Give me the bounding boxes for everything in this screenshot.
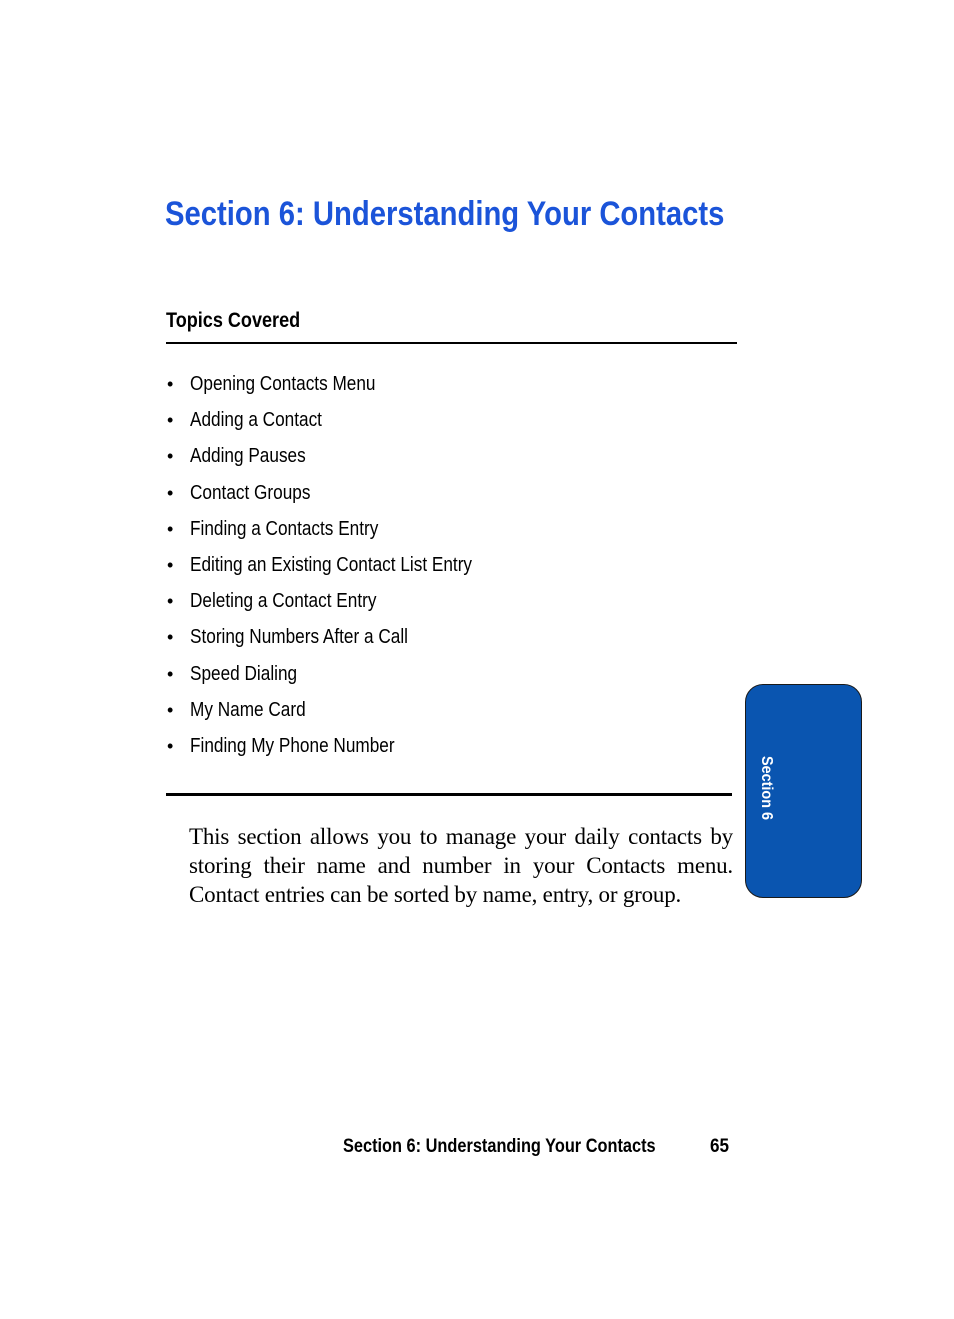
topic-item	[166, 619, 518, 655]
bullet-icon: •	[167, 591, 174, 612]
topic-label: Adding a Contact	[190, 409, 322, 432]
bullet-icon: •	[167, 518, 174, 539]
bullet-icon: •	[167, 482, 174, 503]
topics-covered-heading: Topics Covered	[166, 309, 301, 332]
bullet-icon: •	[167, 663, 174, 684]
topic-item	[166, 656, 518, 692]
topic-item	[166, 728, 518, 764]
intro-paragraph: This section allows you to manage your daily contacts by storing their name and number in your Contacts menu. Contact entries can be sorted by name, entry, or group.	[189, 824, 733, 907]
topic-label: Speed Dialing	[190, 662, 298, 685]
topic-label: My Name Card	[190, 698, 306, 721]
topic-item	[166, 402, 518, 438]
topic-label: Storing Numbers After a Call	[190, 626, 408, 649]
page-title: Section 6: Understanding Your Contacts	[165, 195, 725, 233]
topic-label: Finding My Phone Number	[190, 734, 395, 757]
bullet-icon: •	[167, 627, 174, 648]
topic-item	[166, 547, 518, 583]
bullet-icon: •	[167, 410, 174, 431]
bullet-icon: •	[167, 735, 174, 756]
topic-label: Contact Groups	[190, 481, 311, 504]
topic-item	[166, 475, 518, 511]
page-number: 65	[710, 1136, 730, 1157]
bullet-icon: •	[167, 374, 174, 395]
topic-label: Opening Contacts Menu	[190, 373, 376, 396]
footer-title: Section 6: Understanding Your Contacts	[343, 1136, 656, 1157]
topics-bottom-divider	[166, 793, 732, 796]
topic-label: Adding Pauses	[190, 445, 306, 468]
section-tab-label: Section 6	[758, 755, 775, 821]
topic-item	[166, 511, 518, 547]
topics-top-divider	[166, 342, 737, 344]
topic-item	[166, 583, 518, 619]
topic-item	[166, 438, 518, 474]
bullet-icon: •	[167, 446, 174, 467]
topic-label: Editing an Existing Contact List Entry	[190, 554, 473, 577]
bullet-icon: •	[167, 699, 174, 720]
bullet-icon: •	[167, 555, 174, 576]
topics-list	[166, 366, 518, 764]
topic-label: Finding a Contacts Entry	[190, 517, 379, 540]
topic-label: Deleting a Contact Entry	[190, 590, 377, 613]
topic-item	[166, 366, 518, 402]
topic-item	[166, 692, 518, 728]
